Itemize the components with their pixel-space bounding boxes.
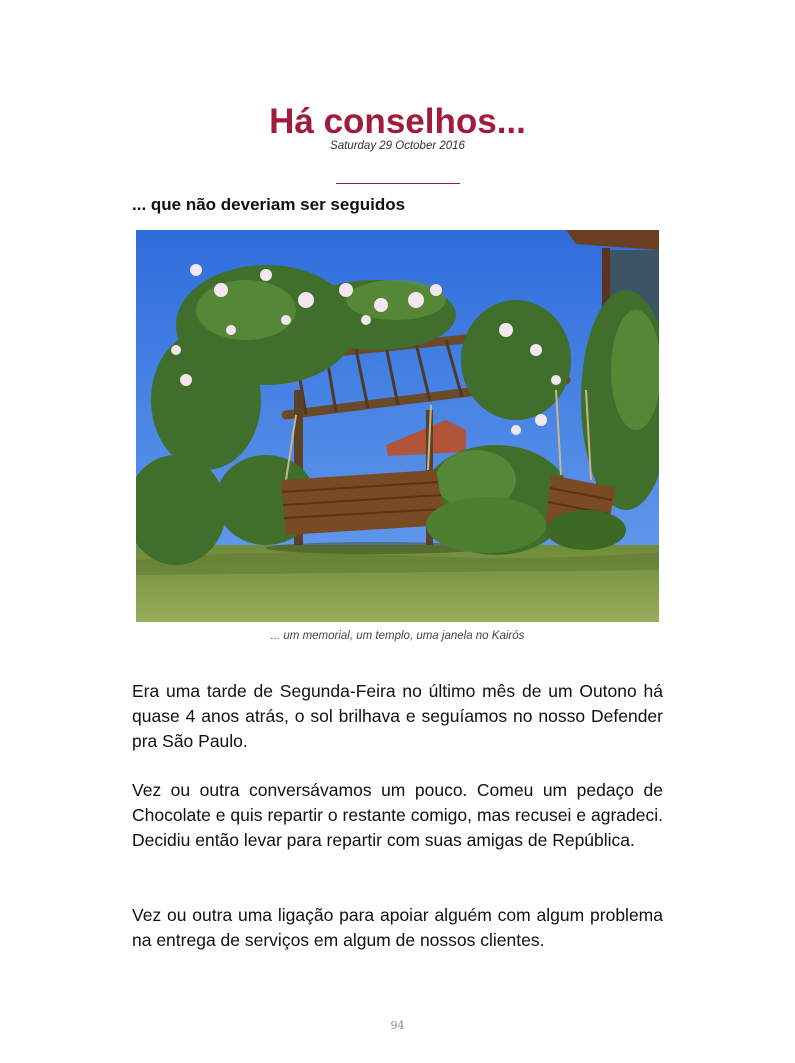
photo-caption: ... um memorial, um templo, uma janela no Kairós [270, 630, 525, 642]
post-date: Saturday 29 October 2016 [330, 140, 465, 152]
title-divider [336, 183, 460, 184]
pergola-swing-photo [136, 230, 659, 622]
post-subtitle: ... que não deveriam ser seguidos [132, 195, 406, 214]
paragraph: Era uma tarde de Segunda-Feira no último mês de um Outono há quase 4 anos atrás, o sol brilhava e seguíamos no nosso Defender pra São Paulo. [132, 681, 663, 751]
paragraph: Vez ou outra conversávamos um pouco. Comeu um pedaço de Chocolate e quis repartir o restante comigo, mas recusei e agradeci. Decidiu então levar para repartir com suas amigas de República. [132, 780, 663, 850]
page-title: Há conselhos... [269, 102, 526, 141]
page-number: 94 [390, 1019, 405, 1032]
paragraph: Vez ou outra uma ligação para apoiar alguém com algum problema na entrega de serviços em algum de nossos clientes. [132, 905, 663, 950]
